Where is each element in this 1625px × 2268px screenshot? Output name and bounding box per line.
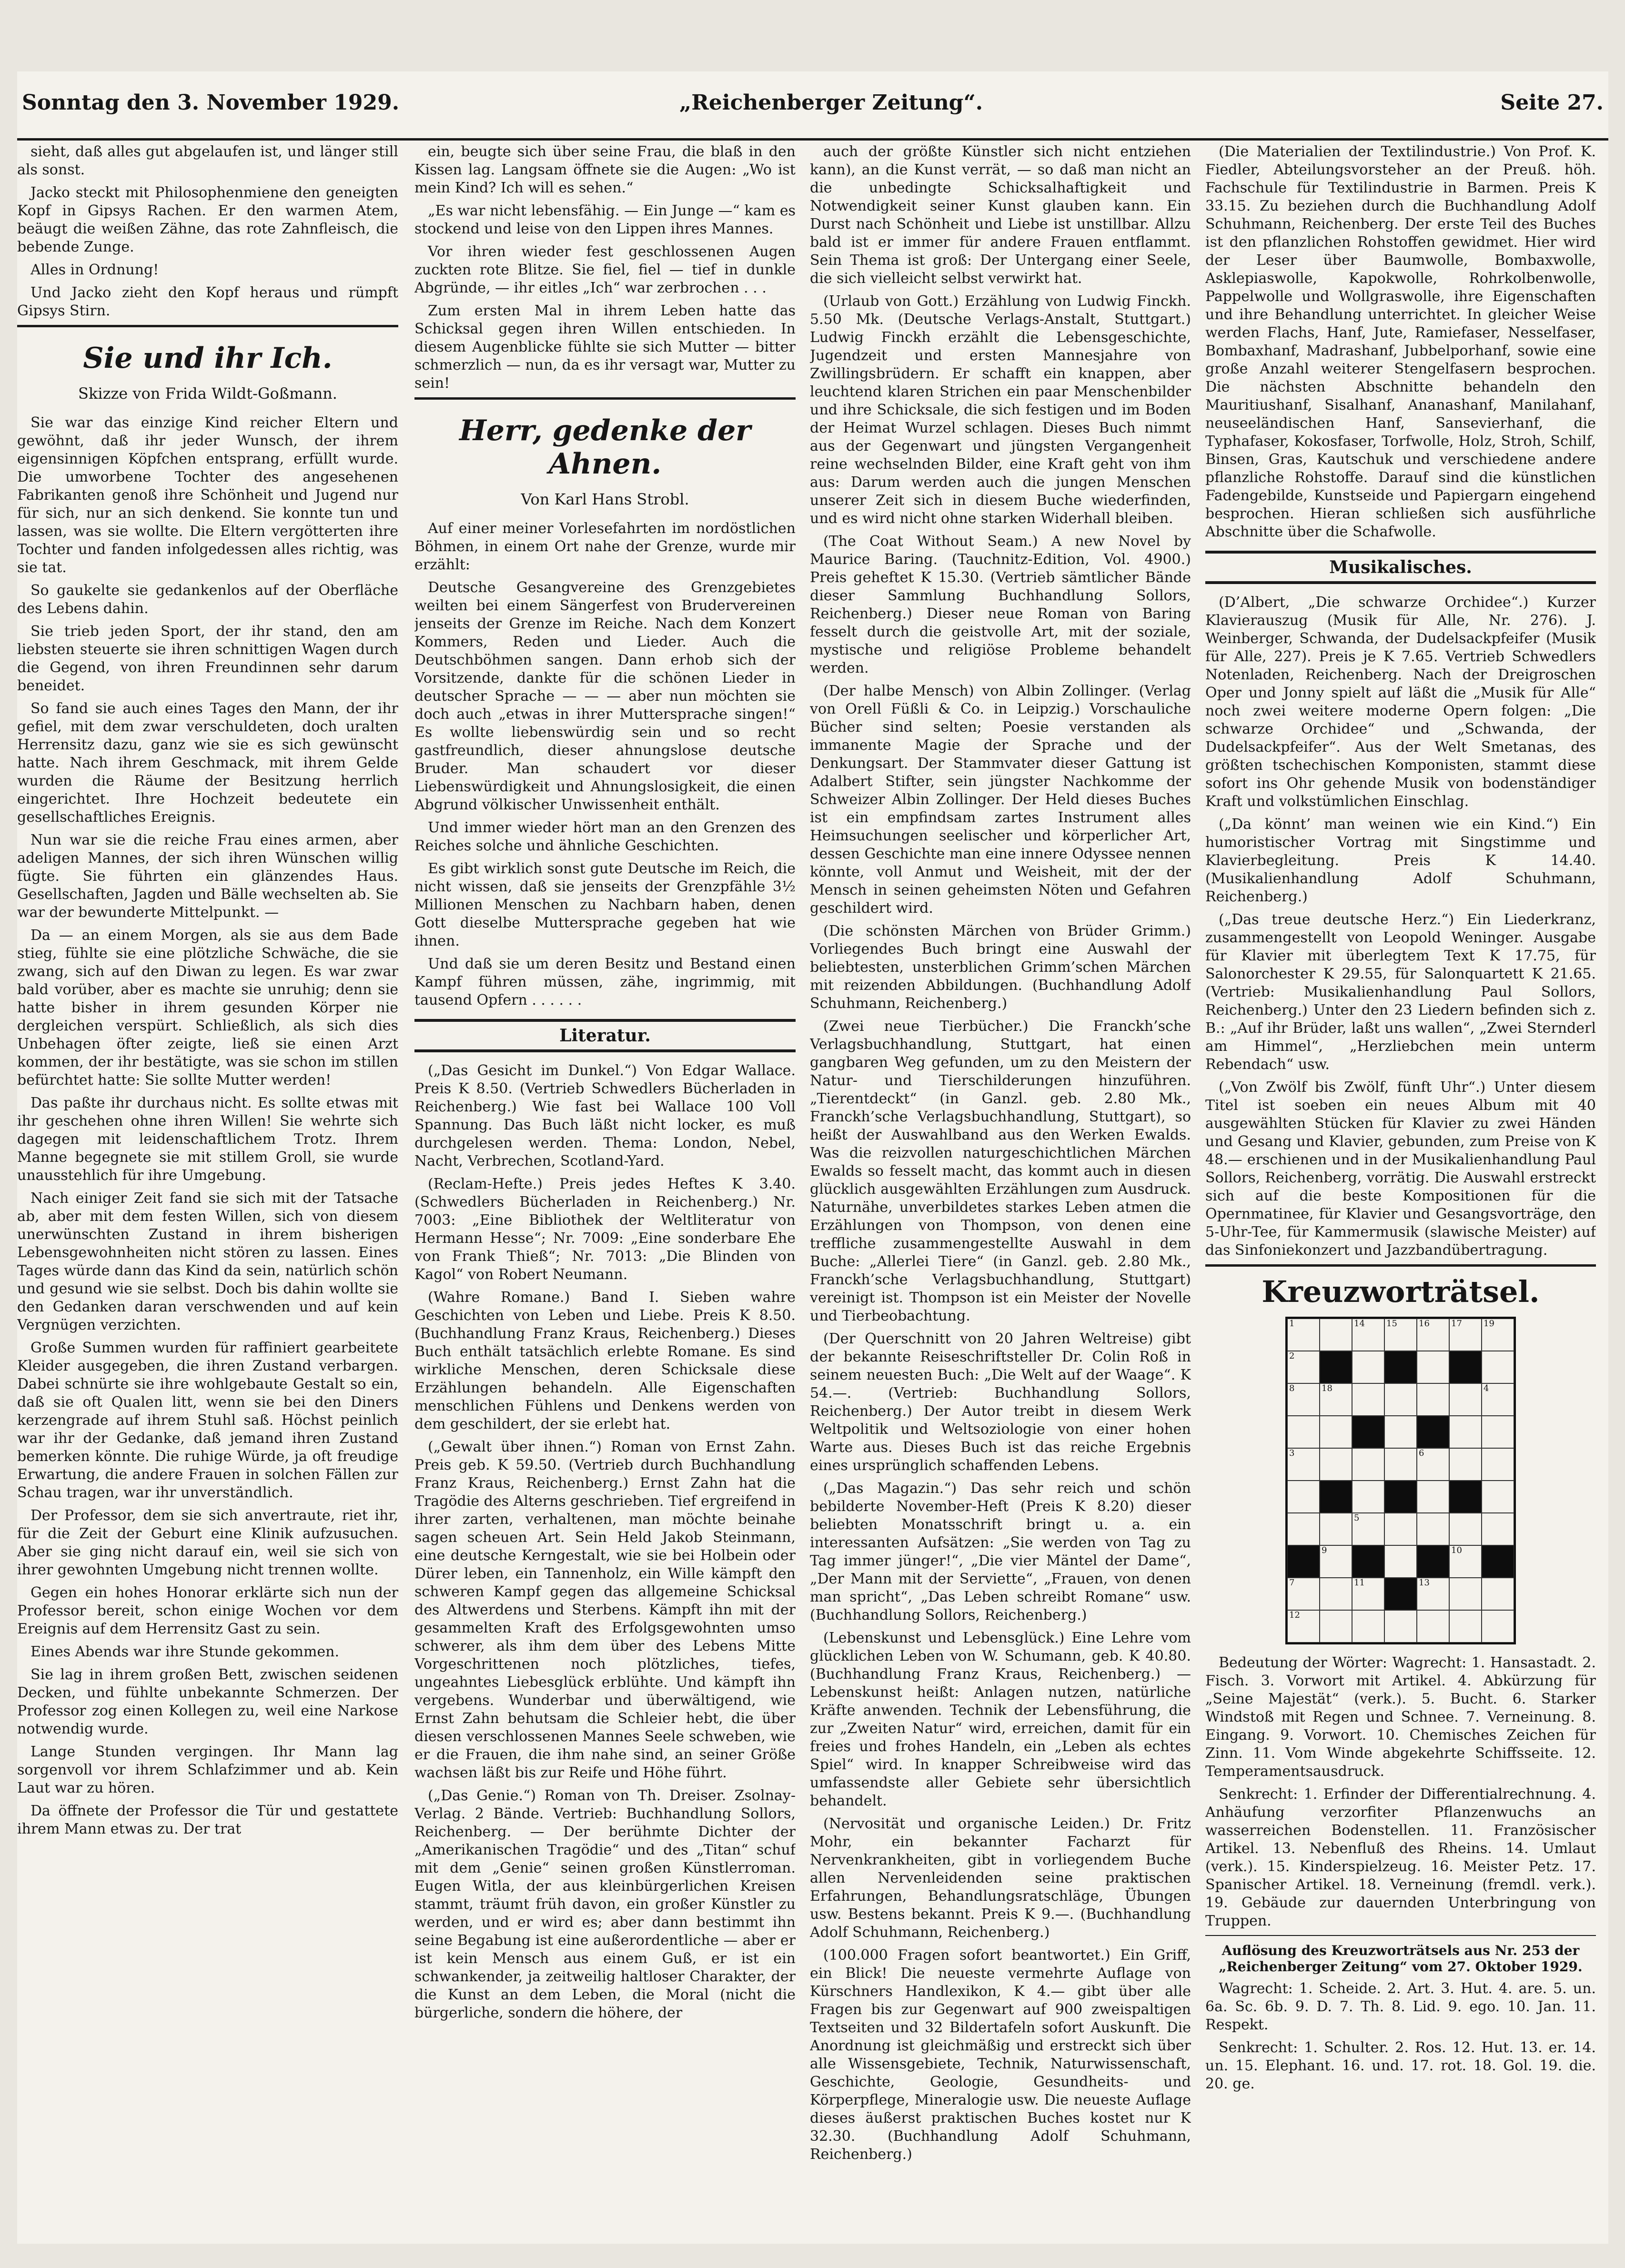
crossword-cell-number: 17 (1451, 1319, 1462, 1329)
music-review-paragraph: (D’Albert, „Die schwarze Orchidee“.) Kurzer Klavierauszug (Musik für Alle, Nr. 276). J. Weinberger, Schwanda, der Dudelsackpfeifer (Musik für Alle, 227). Preis je K 7.65. Vertrieb Schwedlers Notenladen, Reichenberg. Nach der Dreigroschen Oper und Jonny spielt auf läßt die „Musik für Alle“ noch zwei weitere moderne Opern folgen: „Die schwarze Orchidee“ und „Schwanda, der Dudelsackpfeifer“. Aus der Welt Smetanas, des größten tschechischen Komponisten, stammt diese sofort ins Ohr gehende Musik von bodenständiger Kraft und volkstümlichen Einschlag. (1205, 594, 1596, 810)
review-paragraph: (Nervosität und organische Leiden.) Dr. Fritz Mohr, ein bekannter Facharzt für Nervenkrankheiten, gibt in vorliegendem Buche allen Nervenleidenden seine praktischen Erfahrungen, Behandlungsratschläge, Übungen usw. Bestens bekannt. Preis K 9.—. (Buchhandlung Adolf Schuhmann, Reichenberg.) (810, 1815, 1191, 1941)
section-rule (414, 397, 796, 400)
crossword-title: Kreuzworträtsel. (1262, 1274, 1540, 1309)
story-title: Sie und ihr Ich. (83, 342, 333, 375)
story-paragraph: Lange Stunden vergingen. Ihr Mann lag sorgenvoll vor ihrem Schlafzimmer und ab. Kein Laut war zu hören. (17, 1744, 398, 1796)
story-paragraph: Da — an einem Morgen, als sie aus dem Bade stieg, fühlte sie eine plötzliche Schwäche, die sie zwang, sich auf den Diwan zu legen. Es war zwar bald vorüber, aber es machte sie unruhig; denn sie hatte bisher in ihrem gesunden Körper nie dergleichen verspürt. Schließlich, als sich dies Unbehagen öfter zeigte, ließ sie einen Arzt kommen, der ihr bestätigte, was sie schon im stillen befürchtet hatte: Sie sollte Mutter werden! (17, 927, 398, 1089)
crossword-cell[interactable] (1320, 1513, 1352, 1545)
crossword-cell[interactable] (1287, 1383, 1320, 1416)
page-header (17, 81, 1608, 141)
story2-paragraph: Und immer wieder hört man an den Grenzen des Reiches solche und ähnliche Geschichten. (414, 819, 796, 854)
crossword-solution: Senkrecht: 1. Schulter. 2. Ros. 12. Hut. 13. er. 14. un. 15. Elephant. 16. und. 17. rot. 18. Gol. 19. die. 20. ge. (1205, 2039, 1596, 2092)
crossword-cell[interactable] (1449, 1578, 1482, 1610)
crossword-cell-number: 15 (1386, 1319, 1397, 1329)
story-paragraph: Nun war sie die reiche Frau eines armen, aber adeligen Mannes, der sich ihren Wünschen willig fügte. Sie führten ein glänzendes Haus. Gesellschaften, Jagden und Bälle wechselten ab. Sie war der bewunderte Mittelpunkt. — (17, 832, 398, 921)
crossword-cell[interactable] (1352, 1513, 1384, 1545)
story-paragraph: Nach einiger Zeit fand sie sich mit der Tatsache ab, aber mit dem festen Willen, sich von diesem unerwünschten Zustand in ihrem bisherigen Lebensgewohnheiten nicht stören zu lassen. Eines Tages würde dann das Kind da sein, natürlich schön und gesund wie sie selbst. Doch bis dahin wollte sie den Gedanken daran verschwenden und auf kein Vergnügen verzichten. (17, 1190, 398, 1333)
article-paragraph: Alles in Ordnung! (30, 262, 159, 278)
review-paragraph: (Zwei neue Tierbücher.) Die Franckh’sche Verlagsbuchhandlung, Stuttgart, hat einen gangbaren Weg gefunden, um zu den Meistern der Natur- und Tierschilderungen hinzuführen. „Tierentdeckt“ (in Ganzl. geb. 2.80 Mk., Franckh’sche Verlagsbuchhandlung, Stuttgart), so heißt der Auswahlband aus den Werken Ewalds. Was die reizvollen naturgeschichtlichen Märchen Ewalds so fesselt macht, das kommt auch in diesen glücklich ausgewählten Erzählungen zum Ausdruck. Naturnähe, unverbildetes starkes Leben atmen die Erzählungen von Thompson, von denen eine treffliche zusammengestellte Auswahl in dem Buche: „Allerlei Tiere“ (in Ganzl. geb. 2.80 Mk., Franckh’sche Verlagsbuchhandlung, Stuttgart) vereinigt ist. Thompson ist ein Meister der Novelle und Tierbeobachtung. (810, 1018, 1191, 1324)
story-paragraph: Eines Abends war ihre Stunde gekommen. (30, 1643, 340, 1660)
crossword-cell[interactable] (1287, 1448, 1320, 1481)
crossword-cell[interactable] (1449, 1545, 1482, 1578)
crossword-cell[interactable] (1482, 1513, 1514, 1545)
story-paragraph: Gegen ein hohes Honorar erklärte sich nun der Professor bereit, schon einige Wochen vor dem Ereignis auf dem Herrensitz Gast zu sein. (17, 1584, 398, 1637)
crossword-grid (1285, 1317, 1516, 1644)
crossword-cell-number: 10 (1451, 1545, 1462, 1555)
crossword-cell[interactable] (1449, 1513, 1482, 1545)
review-paragraph: (The Coat Without Seam.) A new Novel by Maurice Baring. (Tauchnitz-Edition, Vol. 4900.) Preis geheftet K 15.30. (Vertrieb sämtlicher Bände dieser Sammlung Buchhandlung Sollors, Reichenberg.) Dieser neue Roman von Baring fesselt durch die geistvolle Art, mit der soziale, mystische und religiöse Probleme behandelt werden. (810, 533, 1191, 676)
crossword-cell-number: 18 (1322, 1383, 1332, 1393)
crossword-cell-number: 6 (1419, 1448, 1424, 1458)
crossword-cell[interactable] (1352, 1610, 1384, 1643)
story-paragraph: Der Professor, dem sie sich anvertraute, riet ihr, für die Zeit der Geburt eine Klinik aufzusuchen. Aber sie ging nicht darauf ein, weil sie sich von ihrer gewohnten Umgebung nicht trennen wollte. (17, 1507, 398, 1578)
article-paragraph: sieht, daß alles gut abgelaufen ist, und länger still als sonst. (17, 143, 398, 178)
crossword-black-cell (1449, 1351, 1482, 1383)
column-1 (17, 143, 398, 2234)
story-paragraph: So fand sie auch eines Tages den Mann, der ihr gefiel, mit dem zwar verschuldeten, doch uralten Herrensitz dazu, ganz wie sie es sich gewünscht hatte. Nach ihrem Geschmack, mit ihrem Gelde wurden die Räume der Besitzung herrlich eingerichtet. Ihre Hochzeit bedeutete ein gesellschaftliches Ereignis. (17, 700, 398, 826)
crossword-cell[interactable] (1384, 1383, 1417, 1416)
crossword-cell[interactable] (1287, 1416, 1320, 1448)
review-paragraph: (Lebenskunst und Lebensglück.) Eine Lehre vom glücklichen Leben von W. Schumann, geb. K 40.80. (Buchhandlung Franz Kraus, Reichenberg.) — Lebenskunst heißt: Anlagen nutzen, natürliche Kräfte anwenden. Technik der Lebensführung, die zur „Zweiten Natur“ wird, erreichen, damit für ein freies und frohes Handeln, ein „Leben als echtes Spiel“ wird. In knapper Schreibweise wird das umfassendste aller Gebiete sehr übersichtlich behandelt. (810, 1630, 1191, 1809)
crossword-cell[interactable] (1352, 1448, 1384, 1481)
story-paragraph: ein, beugte sich über seine Frau, die blaß in den Kissen lag. Langsam öffnete sie die Augen: „Wo ist mein Kind? Ich will es sehen.“ (414, 143, 796, 196)
crossword-cell[interactable] (1417, 1578, 1449, 1610)
story2-paragraph: Es gibt wirklich sonst gute Deutsche im Reich, die nicht wissen, daß sie jenseits der Grenzpfähle 3½ Millionen Menschen zu Nachbarn haben, denen Gott dieselbe Muttersprache gegeben hat wie ihnen. (414, 860, 796, 949)
article-paragraph: Jacko steckt mit Philosophenmiene den geneigten Kopf in Gipsys Rachen. Er den warmen Atem, beäugt die weißen Zähne, das rote Zahnfleisch, die bebende Zunge. (17, 184, 398, 255)
crossword-black-cell (1417, 1545, 1449, 1578)
crossword-cell[interactable] (1482, 1578, 1514, 1610)
crossword-cell[interactable] (1482, 1319, 1514, 1351)
review-paragraph: („Das Genie.“) Roman von Th. Dreiser. Zsolnay-Verlag. 2 Bände. Vertrieb: Buchhandlung Sollors, Reichenberg. — Der berühmte Dichter der „Amerikanischen Tragödie“ und des „Titan“ schuf mit dem „Genie“ seinen großen Künstlerroman. Eugen Witla, der aus kleinbürgerlichen Kreisen stammt, träumt früh davon, ein großer Künstler zu werden, und er wird es; aber dann bestimmt ihn seine Begabung ist eine außerordentliche — aber er ist kein Mensch aus einem Guß, er ist ein schwankender, ja zeitweilig haltloser Charakter, der die Kunst an dem Leben, die Moral (nicht die bürgerliche, sondern die höhere, der (414, 1787, 796, 2021)
crossword-cell[interactable] (1287, 1578, 1320, 1610)
crossword-cell[interactable] (1287, 1513, 1320, 1545)
crossword-cell[interactable] (1482, 1610, 1514, 1643)
story-paragraph: „Es war nicht lebensfähig. — Ein Junge —“ kam es stockend und leise von den Lippen ihres Mannes. (414, 202, 796, 237)
crossword-cell[interactable] (1482, 1351, 1514, 1383)
crossword-cell[interactable] (1449, 1383, 1482, 1416)
story-byline: Skizze von Frida Wildt-Goßmann. (78, 384, 337, 403)
story2-paragraph: Und daß sie um deren Besitz und Bestand einen Kampf führen müssen, zähe, ingrimmig, mit tausend Opfern . . . . . . (414, 956, 796, 1008)
crossword-black-cell (1417, 1416, 1449, 1448)
crossword-cell[interactable] (1482, 1481, 1514, 1513)
crossword-black-cell (1320, 1481, 1352, 1513)
crossword-cell[interactable] (1352, 1481, 1384, 1513)
section-rule (17, 325, 398, 327)
review-paragraph: (Die schönsten Märchen von Brüder Grimm.) Vorliegendes Buch bringt eine Auswahl der beliebtesten, unsterblichen Grimm’schen Märchen mit reizenden Abbildungen. (Buchhandlung Adolf Schuhmann, Reichenberg.) (810, 923, 1191, 1012)
story-paragraph: Große Summen wurden für raffiniert gearbeitete Kleider ausgegeben, die ihren Zustand verbargen. Dabei schnürte sie ihre wohlgebaute Gestalt so ein, daß sie oft Qualen litt, wenn sie bei den Diners kerzengrade auf ihrem Stuhl saß. Höchst peinlich war ihr der Gedanke, daß jemand ihren Zustand bemerken könnte. Die ruhige Würde, ja oft freudige Erwartung, die andere Frauen in solchen Fällen zur Schau tragen, war ihr unverständlich. (17, 1340, 398, 1501)
crossword-cell[interactable] (1417, 1383, 1449, 1416)
crossword-cell[interactable] (1320, 1578, 1352, 1610)
story2-byline: Von Karl Hans Strobl. (521, 490, 689, 508)
header-paper-name: „Reichenberger Zeitung“. (679, 91, 983, 115)
story-paragraph: Vor ihren wieder fest geschlossenen Augen zuckten rote Blitze. Sie fiel, fiel — tief in dunkle Abgründe, — ihr eitles „Ich“ war zerbrochen . . . (414, 243, 796, 296)
crossword-cell-number: 5 (1354, 1513, 1360, 1523)
review-paragraph: (Der halbe Mensch) von Albin Zollinger. (Verlag von Orell Füßli & Co. in Leipzig.) Vorschauliche Bücher sind selten; Poesie verstanden als immanente Magie der Sprache und der Denkungsart. Der Stammvater dieser Gattung ist Adalbert Stifter, sein jüngster Nachkomme der Schweizer Albin Zollinger. Der Held dieses Buches ist ein empfindsam zartes Instrument alles Heimsuchungen seelischer und körperlicher Art, dessen Geschichte man eine innere Odyssee nennen könnte, voll Anmut und Weisheit, mit der der Mensch in seinen geheimsten Nöten und Gefahren geschildert wird. (810, 683, 1191, 917)
crossword-cell-number: 14 (1354, 1319, 1365, 1329)
crossword-cell[interactable] (1384, 1416, 1417, 1448)
crossword-cell[interactable] (1417, 1319, 1449, 1351)
crossword-cell[interactable] (1482, 1383, 1514, 1416)
crossword-cell[interactable] (1384, 1545, 1417, 1578)
crossword-cell[interactable] (1482, 1448, 1514, 1481)
review-paragraph: („Gewalt über ihnen.“) Roman von Ernst Zahn. Preis geb. K 59.50. (Vertrieb durch Buchhandlung Franz Kraus, Reichenberg.) Ernst Zahn hat die Tragödie des Alterns geschrieben. Tief ergreifend in ihrer zarten, verhaltenen, man möchte beinahe sagen scheuen Art. Sein Held Jakob Steinmann, eine deutsche Kerngestalt, wie sie bei Holbein oder Dürer leben, ein Tannenholz, ein Wille kämpft den schweren Kampf gegen das allgemeine Schicksal des Altwerdens und Sterbens. Kämpft ihn mit der gesammelten Kraft des Erfolgsgewohnten umso schwerer, als ihm dem über des Lebens Mitte Vorgeschrittenen noch plötzliches, tiefes, ungeahntes Liebesglück erblühte. Und kämpft ihn vergebens. Wunderbar und überwältigend, wie Ernst Zahn behutsam die Schleier hebt, die über diesen verschlossenen Mannes Seele schweben, wie er die Frauen, die ihm nahe sind, an seiner Größe wachsen läßt bis zur Reife und Höhe führt. (414, 1439, 796, 1781)
crossword-black-cell (1482, 1545, 1514, 1578)
column-3 (810, 143, 1191, 2234)
crossword-cell[interactable] (1384, 1610, 1417, 1643)
crossword-black-cell (1449, 1481, 1482, 1513)
review-paragraph: (Die Materialien der Textilindustrie.) Von Prof. K. Fiedler, Abteilungsvorsteher an der Preuß. höh. Fachschule für Textilindustrie in Barmen. Preis K 33.15. Zu beziehen durch die Buchhandlung Adolf Schuhmann, Reichenberg. Der erste Teil des Buches ist den pflanzlichen Rohstoffen gewidmet. Hier wird der Leser über Baumwolle, Bombaxwolle, Asklepiaswolle, Kapokwolle, Rohrkolbenwolle, Pappelwolle und Wollgraswolle, ihre Eigenschaften und ihre Behandlung unterrichtet. In gleicher Weise werden Flachs, Hanf, Jute, Ramiefaser, Nesselfaser, Bombaxhanf, Madrashanf, Jubbelporhanf, sowie eine große Anzahl weiterer Stengelfasern besprochen. Die nächsten Abschnitte behandeln den Mauritiushanf, Sisalhanf, Ananashanf, Manilahanf, neuseeländischen Hanf, Sansevierhanf, die Typhafaser, Kokosfaser, Torfwolle, Holz, Stroh, Schilf, Binsen, Gras, Kautschuk und verschiedene andere pflanzliche Rohstoffe. Darauf sind die künstlichen Fadengebilde, Kunstseide und Papiergarn eingehend besprochen. Hieran schließen sich ausführliche Abschnitte über die Schafwolle. (1205, 143, 1596, 540)
crossword-black-cell (1384, 1578, 1417, 1610)
crossword-cell[interactable] (1384, 1319, 1417, 1351)
crossword-cell[interactable] (1320, 1610, 1352, 1643)
crossword-cell[interactable] (1449, 1448, 1482, 1481)
crossword-clues: Senkrecht: 1. Erfinder der Differentialrechnung. 4. Anhäufung verzorfiter Pflanzenwuchs an wasserreichen Bodenstellen. 11. Französischer Artikel. 13. Nebenfluß des Rheins. 14. Umlaut (verk.). 15. Kinderspielzeug. 16. Meister Petz. 17. Spanischer Artikel. 18. Verneinung (fremdl. verk.). 19. Gebäude zur dauernden Unterbringung von Truppen. (1205, 1786, 1596, 1929)
crossword-cell[interactable] (1449, 1610, 1482, 1643)
story-paragraph: Da öffnete der Professor die Tür und gestattete ihrem Mann etwas zu. Der trat (17, 1803, 398, 1837)
article-paragraph: Und Jacko zieht den Kopf heraus und rümpft Gipsys Stirn. (17, 284, 398, 319)
crossword-black-cell (1384, 1481, 1417, 1513)
crossword-cell[interactable] (1287, 1481, 1320, 1513)
crossword-cell[interactable] (1449, 1319, 1482, 1351)
crossword-cell[interactable] (1417, 1481, 1449, 1513)
crossword-cell[interactable] (1287, 1610, 1320, 1643)
story-paragraph: Sie trieb jeden Sport, der ihr stand, den am liebsten steuerte sie ihren schnittigen Wagen durch die Gegend, von ihren Freundinnen sehr darum beneidet. (17, 623, 398, 694)
section-rule (1205, 1264, 1596, 1267)
literature-heading: Literatur. (414, 1019, 796, 1052)
crossword-cell[interactable] (1417, 1513, 1449, 1545)
crossword-cell-number: 7 (1289, 1578, 1295, 1588)
music-review-paragraph: („Das treue deutsche Herz.“) Ein Liederkranz, zusammengestellt von Leopold Weninger. Ausgabe für Klavier mit überlegtem Text K 17.75, für Salonorchester K 29.55, für Salonquartett K 21.65. (Vertrieb: Musikalienhandlung Paul Sollors, Reichenberg.) Unter den 23 Liedern befinden sich z. B.: „Auf ihr Brüder, laßt uns wallen“, „Zwei Sternderl am Himmel“, „Herzliebchen mein unterm Rebendach“ usw. (1205, 911, 1596, 1073)
header-page-number: Seite 27. (1500, 91, 1604, 115)
crossword-cell[interactable] (1352, 1351, 1384, 1383)
crossword-cell-number: 13 (1419, 1578, 1430, 1588)
review-paragraph: („Das Magazin.“) Das sehr reich und schön bebilderte November-Heft (Preis K 8.20) dieser beliebten Monatsschrift bringt u. a. ein interessanten Aufsätzen: „Sie werden von Tag zu Tag immer jünger!“, „Die vier Mäntel der Dame“, „Der Mann mit der Serviette“, „Frauen, von denen man spricht“, „Das Leben schreibt Romane“ usw. (Buchhandlung Sollors, Reichenberg.) (810, 1480, 1191, 1623)
crossword-solution: Wagrecht: 1. Scheide. 2. Art. 3. Hut. 4. are. 5. un. 6a. Sc. 6b. 9. D. 7. Th. 8. Lid. 9. ego. 10. Jan. 11. Respekt. (1205, 1980, 1596, 2033)
crossword-cell[interactable] (1320, 1383, 1352, 1416)
header-date: Sonntag den 3. November 1929. (22, 91, 400, 115)
crossword-cell[interactable] (1320, 1319, 1352, 1351)
story2-title: Herr, gedenke der Ahnen. (459, 414, 751, 481)
review-paragraph: (Urlaub von Gott.) Erzählung von Ludwig Finckh. 5.50 Mk. (Deutsche Verlags-Anstalt, Stuttgart.) Ludwig Finckh erzählt die Lebensgeschichte, Jugendzeit und ersten Mannesjahre von Zwillingsbrüdern. Er schafft ein knappen, aber leuchtend klaren Strichen ein paar Menschenbilder und ihre Schicksale, die sich festigen und im Boden der Heimat Wurzel schlagen. Dieses Buch nimmt aus der Gegenwart und jüngsten Vergangenheit reine wechselnden Bilder, eine Kraft geht von ihm aus: Darum werden auch die jungen Menschen unserer Zeit sich in diesem Buche wiederfinden, und es wird nicht ohne starken Widerhall bleiben. (810, 293, 1191, 527)
story-paragraph: Zum ersten Mal in ihrem Leben hatte das Schicksal gegen ihren Willen entschieden. In diesem Augenblicke fühlte sie sich Mutter — bitter schmerzlich — nun, da es ihr versagt war, Mutter zu sein! (414, 302, 796, 392)
crossword-cell[interactable] (1482, 1416, 1514, 1448)
crossword-cell-number: 9 (1322, 1545, 1327, 1555)
crossword-black-cell (1352, 1416, 1384, 1448)
music-review-paragraph: („Von Zwölf bis Zwölf, fünft Uhr“.) Unter diesem Titel ist soeben ein neues Album mit 40 ausgewählten Stücken für Klavier zu zwei Händen und Gesang und Klavier, gebunden, zum Preise von K 48.— erschienen und in der Musikalienhandlung Paul Sollors, Reichenberg, vorrätig. Die Auswahl erstreckt sich auf die beste Kompositionen für die Opernmatinee, für Klavier und Gesangsvorträge, den 5-Uhr-Tee, für Kammermusik (slawische Meister) auf das Sinfoniekonzert und Jazzbandübertragung. (1205, 1079, 1596, 1259)
story-paragraph: Das paßte ihr durchaus nicht. Es sollte etwas mit ihr geschehen ohne ihren Willen! Sie wehrte sich dagegen mit leidenschaftlichem Trotz. Ihrem Manne begegnete sie mit stillem Groll, sie wurde unausstehlich für ihre Umgebung. (17, 1095, 398, 1184)
story-paragraph: Sie war das einzige Kind reicher Eltern und gewöhnt, daß ihr jeder Wunsch, der ihrem eigensinnigen Köpfchen entsprang, erfüllt wurde. Die umworbene Tochter des angesehenen Fabrikanten genoß ihre Schönheit und Jugend nur für sich, nur an sich denkend. Sie konnte tun und lassen, was sie wollte. Die Eltern vergötterten ihre Tochter und fanden infolgedessen alles richtig, was sie tat. (17, 414, 398, 576)
crossword-black-cell (1352, 1545, 1384, 1578)
column-2 (414, 143, 796, 2234)
solution-title: Auflösung des Kreuzworträtsels aus Nr. 253 der „Reichenberger Zeitung“ vom 27. Oktober 1929. (1219, 1943, 1583, 1975)
crossword-cell-number: 19 (1484, 1319, 1494, 1329)
review-paragraph: (Wahre Romane.) Band I. Sieben wahre Geschichten von Leben und Liebe. Preis K 8.50. (Buchhandlung Franz Kraus, Reichenberg.) Dieses Buch enthält tatsächlich erlebte Romane. Es sind wirkliche Menschen, deren Schicksale diese Erzählungen behandeln. Alle Eigenschaften menschlichen Fühlens und Denkens werden von dem geschildert, der sie erlebt hat. (414, 1289, 796, 1432)
story2-paragraph: Auf einer meiner Vorlesefahrten im nordöstlichen Böhmen, in einem Ort nahe der Grenze, wurde mir erzählt: (414, 520, 796, 573)
crossword-cell-number: 16 (1419, 1319, 1430, 1329)
crossword-black-cell (1384, 1351, 1417, 1383)
crossword-cell-number: 4 (1484, 1383, 1489, 1393)
crossword-cell[interactable] (1320, 1416, 1352, 1448)
story-paragraph: So gaukelte sie gedankenlos auf der Oberfläche des Lebens dahin. (17, 582, 398, 617)
review-paragraph: (Reclam-Hefte.) Preis jedes Heftes K 3.40. (Schwedlers Bücherladen in Reichenberg.) Nr. 7003: „Eine Bibliothek der Weltliteratur von Hermann Hesse“; Nr. 7009: „Eine sonderbare Ehe von Frank Thieß“; Nr. 7013: „Die Blinden von Kagol“ von Robert Neumann. (414, 1176, 796, 1283)
crossword-cell[interactable] (1417, 1351, 1449, 1383)
crossword-cell[interactable] (1287, 1319, 1320, 1351)
music-heading: Musikalisches. (1205, 551, 1596, 584)
review-paragraph: („Das Gesicht im Dunkel.“) Von Edgar Wallace. Preis K 8.50. (Vertrieb Schwedlers Bücherladen in Reichenberg.) Wie fast bei Wallace 100 Voll Spannung. Das Buch läßt nicht locker, es muß durchgelesen werden. Thema: London, Nebel, Nacht, Verbrechen, Scotland-Yard. (414, 1062, 796, 1169)
review-paragraph: auch der größte Künstler sich nicht entziehen kann), an die Kunst verrät, — so daß man nicht an die unbedingte Schicksalhaftigkeit und Notwendigkeit seiner Kunst glauben kann. Ein Durst nach Schönheit und Liebe ist unstillbar. Allzu bald ist er immer für andere Frauen entflammt. Sein Thema ist groß: Der Untergang einer Seele, die sich vielleicht selbst verwirkt hat. (810, 143, 1191, 287)
crossword-cell-number: 8 (1289, 1383, 1295, 1393)
crossword-black-cell (1287, 1545, 1320, 1578)
crossword-black-cell (1320, 1351, 1352, 1383)
crossword-cell[interactable] (1352, 1383, 1384, 1416)
crossword-cell-number: 12 (1289, 1610, 1300, 1620)
crossword-cell[interactable] (1352, 1578, 1384, 1610)
music-review-paragraph: („Da könnt’ man weinen wie ein Kind.“) Ein humoristischer Vortrag mit Singstimme und Klavierbegleitung. Preis K 14.40. (Musikalienhandlung Adolf Schuhmann, Reichenberg.) (1205, 816, 1596, 905)
crossword-cell[interactable] (1287, 1351, 1320, 1383)
crossword-cell[interactable] (1320, 1448, 1352, 1481)
crossword-cell-number: 2 (1289, 1351, 1295, 1361)
crossword-cell-number: 3 (1289, 1448, 1295, 1458)
story2-paragraph: Deutsche Gesangvereine des Grenzgebietes weilten bei einem Sängerfest von Brudervereinen jenseits der Grenze im Reiche. Nach dem Konzert Kommers, Reden und Lieder. Auch die Deutschböhmen sangen. Dann erhob sich der Vorsitzende, dankte für die schönen Lieder in deutscher Sprache — — — aber nun möchten sie doch auch „etwas in ihrer Muttersprache singen!“ Es wollte liebenswürdig sein und so recht gastfreundlich, dieser ahnungslose deutsche Bruder. Man schaudert vor dieser Liebenswürdigkeit und Ahnungslosigkeit, die einen Abgrund völkischer Unwissenheit enthält. (414, 579, 796, 813)
crossword-cell[interactable] (1320, 1545, 1352, 1578)
crossword-cell[interactable] (1352, 1319, 1384, 1351)
review-paragraph: (Der Querschnitt von 20 Jahren Weltreise) gibt der bekannte Reiseschriftsteller Dr. Colin Roß in seinem neuesten Buch: „Die Welt auf der Waage“. K 54.—. (Vertrieb: Buchhandlung Sollors, Reichenberg.) Der Autor treibt in diesem Werk Weltpolitik und Weltsoziologie von einer hohen Warte aus. Dieses Buch ist das reiche Ergebnis eines ursprünglich schaffenden Lebens. (810, 1331, 1191, 1474)
crossword-cell[interactable] (1384, 1448, 1417, 1481)
section-rule (1205, 1935, 1596, 1936)
story-paragraph: Sie lag in ihrem großen Bett, zwischen seidenen Decken, und fühlte unbekannte Schmerzen. Der Professor zog einen Kollegen zu, weil eine Narkose notwendig wurde. (17, 1666, 398, 1737)
crossword-cell[interactable] (1384, 1513, 1417, 1545)
column-4 (1205, 143, 1596, 2234)
crossword-cell[interactable] (1417, 1448, 1449, 1481)
crossword-cell[interactable] (1417, 1610, 1449, 1643)
crossword-cell[interactable] (1449, 1416, 1482, 1448)
review-paragraph: (100.000 Fragen sofort beantwortet.) Ein Griff, ein Blick! Die neueste vermehrte Auflage von Kürschners Handlexikon, K 4.— gibt über alle Fragen bis zur Gegenwart auf 900 zweispaltigen Textseiten und 32 Bildertafeln sofort Auskunft. Die Anordnung ist gleichmäßig und erstreckt sich über alle Wissensgebiete, Technik, Naturwissenschaft, Geschichte, Geologie, Gesundheits- und Körperpflege, Mineralogie usw. Die neueste Auflage dieses äußerst praktischen Buches kostet nur K 32.30. (Buchhandlung Adolf Schuhmann, Reichenberg.) (810, 1947, 1191, 2163)
crossword-clues: Bedeutung der Wörter: Wagrecht: 1. Hansastadt. 2. Fisch. 3. Vorwort mit Artikel. 4. Abkürzung für „Seine Majestät“ (verk.). 5. Bucht. 6. Starker Windstoß mit Regen und Schnee. 7. Verneinung. 8. Eingang. 9. Vorwort. 10. Chemisches Zeichen für Zinn. 11. Vom Winde abgekehrte Schiffsseite. 12. Temperamentsausdruck. (1205, 1654, 1596, 1780)
crossword-cell-number: 1 (1289, 1319, 1295, 1329)
crossword-cell-number: 11 (1354, 1578, 1365, 1588)
